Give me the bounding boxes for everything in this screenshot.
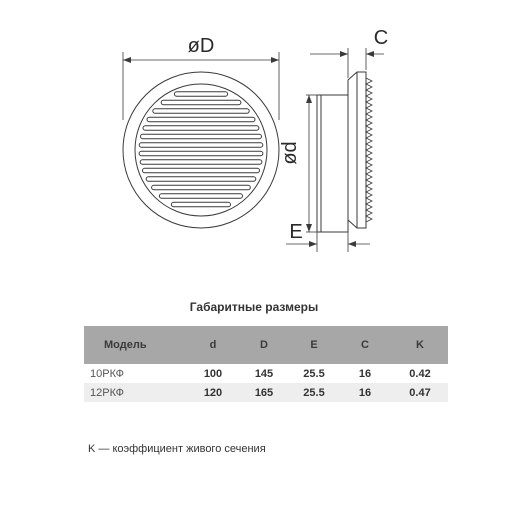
flange-thickness-label: C — [373, 27, 389, 49]
inner-rim — [135, 84, 267, 216]
spigot — [317, 95, 348, 232]
dimensions-table — [84, 326, 448, 402]
grille-slat — [141, 134, 262, 138]
grille-slat — [171, 202, 230, 206]
outer-diameter-label: øD — [187, 35, 215, 57]
grille-slat — [139, 151, 263, 155]
cell-K: 0.42 — [409, 367, 431, 380]
cell-model: 10РКФ — [90, 367, 124, 380]
front-view — [123, 72, 279, 228]
table-row — [84, 383, 448, 402]
table-header-row — [84, 326, 448, 364]
cell-K: 0.47 — [392, 383, 448, 402]
grille-slat — [143, 126, 259, 130]
grille-slat — [153, 109, 249, 113]
outer-diameter-dimension — [123, 52, 279, 120]
outer-rim — [123, 72, 279, 228]
cell-d: 120 — [188, 383, 238, 402]
table-title: Габаритные размеры — [189, 300, 319, 314]
header-D: D — [238, 326, 290, 364]
grille-slat — [140, 160, 262, 164]
header-K: K — [392, 326, 448, 364]
table-row — [84, 364, 448, 383]
grille-slat — [174, 92, 227, 96]
cell-d: 100 — [203, 367, 223, 380]
header-d: d — [188, 326, 238, 364]
header-C: C — [338, 326, 392, 364]
grille-slat — [152, 185, 251, 189]
grille-slats — [139, 92, 263, 207]
cell-model: 12РКФ — [84, 383, 188, 402]
grille-slat — [146, 177, 256, 181]
cell-C: 16 — [338, 383, 392, 402]
cell-E: 25.5 — [303, 367, 325, 380]
inner-diameter-label: ød — [279, 141, 301, 165]
grille-slat — [139, 143, 263, 147]
grille-slat — [161, 100, 241, 104]
side-view — [317, 72, 372, 232]
spigot-length-label: E — [289, 221, 303, 243]
header-model: Модель — [84, 326, 188, 364]
grille-slat — [143, 168, 260, 172]
grille-slat — [159, 194, 242, 198]
footnote: K — коэффициент живого сечения — [88, 443, 266, 455]
cell-E: 25.5 — [290, 383, 338, 402]
cell-D: 145 — [254, 367, 274, 380]
cell-D: 165 — [238, 383, 290, 402]
inner-diameter-dimension — [306, 95, 317, 232]
louvre-teeth — [366, 78, 372, 222]
flange-thickness-dimension — [310, 48, 384, 78]
header-E: E — [290, 326, 338, 364]
grille-slat — [147, 117, 255, 121]
cell-C: 16 — [358, 367, 372, 380]
